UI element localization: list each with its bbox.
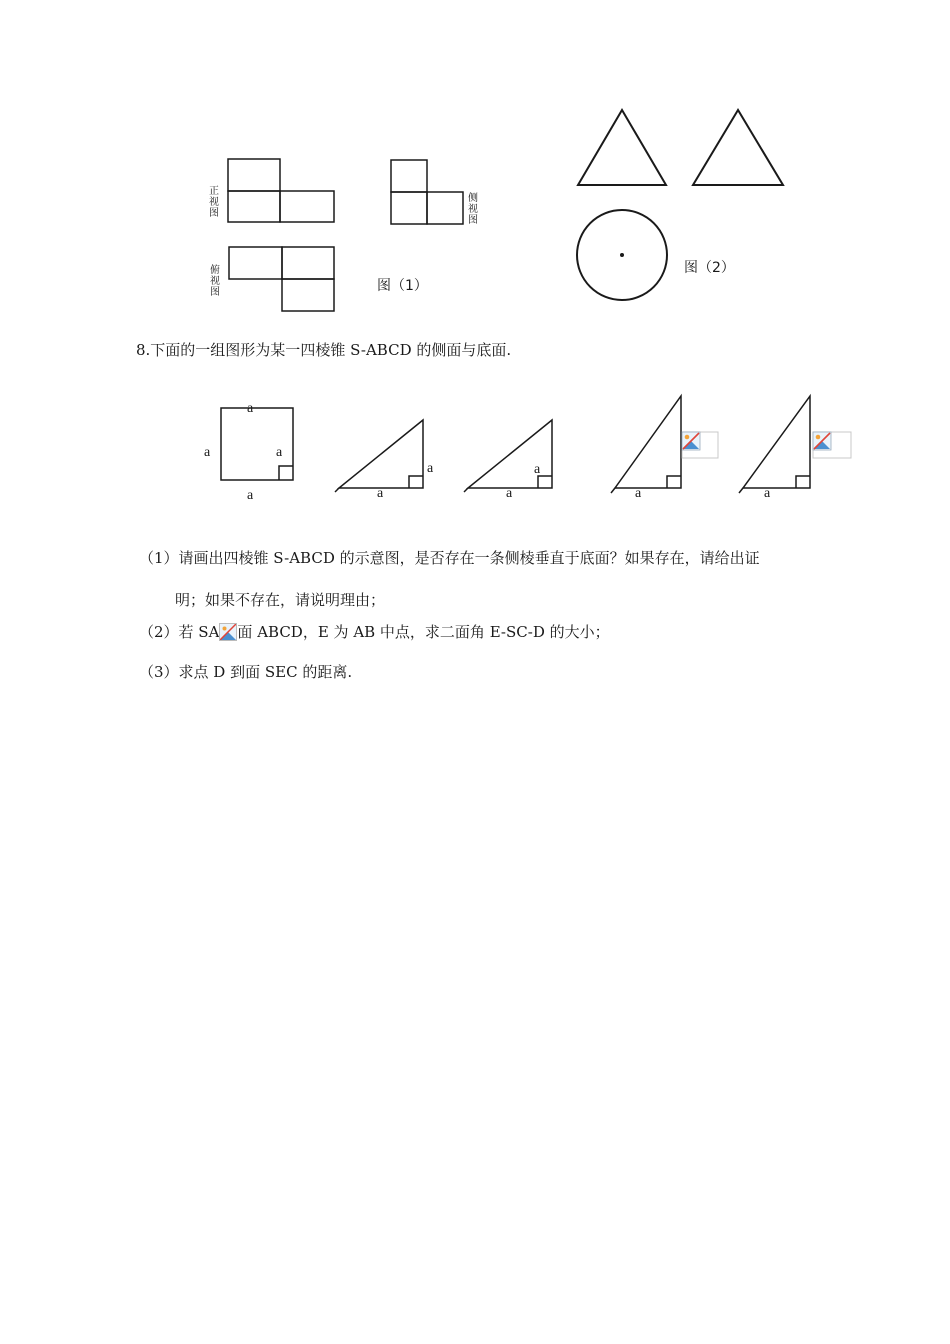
base-square-right-angle <box>279 466 293 480</box>
side-view-label: 侧 视 图 <box>468 193 478 226</box>
figure-2-caption: 图（2） <box>684 260 735 276</box>
question-1-line-1: （1）请画出四棱锥 S-ABCD 的示意图，是否存在一条侧棱垂直于底面？如果存在，请给出证 <box>139 549 760 567</box>
square-top-label: a <box>247 401 254 416</box>
side-view-top-square <box>391 160 427 192</box>
side-face-1 <box>339 420 423 488</box>
front-view-bottom-right <box>280 191 334 222</box>
square-right-label: a <box>276 445 283 460</box>
figure-1-caption: 图（1） <box>377 278 428 294</box>
face-2-vertical-label: a <box>534 462 541 477</box>
square-bottom-label: a <box>247 488 254 503</box>
side-face-1-right-angle <box>409 476 423 488</box>
question-2-prefix: （2）若 SA <box>139 623 220 641</box>
side-face-2-right-angle <box>538 476 552 488</box>
broken-image-icon <box>682 432 718 458</box>
top-view-label: 俯 视 图 <box>210 265 220 298</box>
top-view-right-top <box>282 247 334 279</box>
side-view-bottom-right <box>427 192 463 224</box>
front-view-triangle <box>578 110 666 185</box>
side-face-3-right-angle <box>667 476 681 488</box>
question-1-line-2: 明；如果不存在，请说明理由； <box>175 591 386 609</box>
front-view-bottom-left <box>228 191 280 222</box>
broken-image-icon <box>219 623 237 641</box>
problem-8-title: 8.下面的一组图形为某一四棱锥 S-ABCD 的侧面与底面. <box>136 341 512 359</box>
face-4-base-label: a <box>764 486 771 501</box>
front-view-label: 正 视 图 <box>209 186 219 219</box>
front-view-top-square <box>228 159 280 191</box>
face-2-base-label: a <box>506 486 513 501</box>
figure-1-three-views <box>200 150 490 320</box>
side-view-triangle <box>693 110 783 185</box>
side-face-4-right-angle <box>796 476 810 488</box>
question-2 <box>139 622 610 642</box>
pyramid-faces-figure <box>195 390 860 505</box>
question-3: （3）求点 D 到面 SEC 的距离. <box>139 663 353 681</box>
top-view-left <box>229 247 282 279</box>
base-square <box>221 408 293 480</box>
top-view-right-bottom <box>282 279 334 311</box>
face-3-base-label: a <box>635 486 642 501</box>
side-view-bottom-left <box>391 192 427 224</box>
circle-center-dot <box>620 253 624 257</box>
square-left-label: a <box>204 445 211 460</box>
face-1-vertical-label: a <box>427 461 434 476</box>
broken-image-icon <box>813 432 851 458</box>
side-face-3 <box>615 396 681 488</box>
figure-2-cone-views <box>570 100 800 310</box>
side-face-2 <box>468 420 552 488</box>
face-1-base-label: a <box>377 486 384 501</box>
side-face-4 <box>743 396 810 488</box>
question-2-suffix: 面 ABCD，E 为 AB 中点，求二面角 E-SC-D 的大小； <box>237 623 610 641</box>
